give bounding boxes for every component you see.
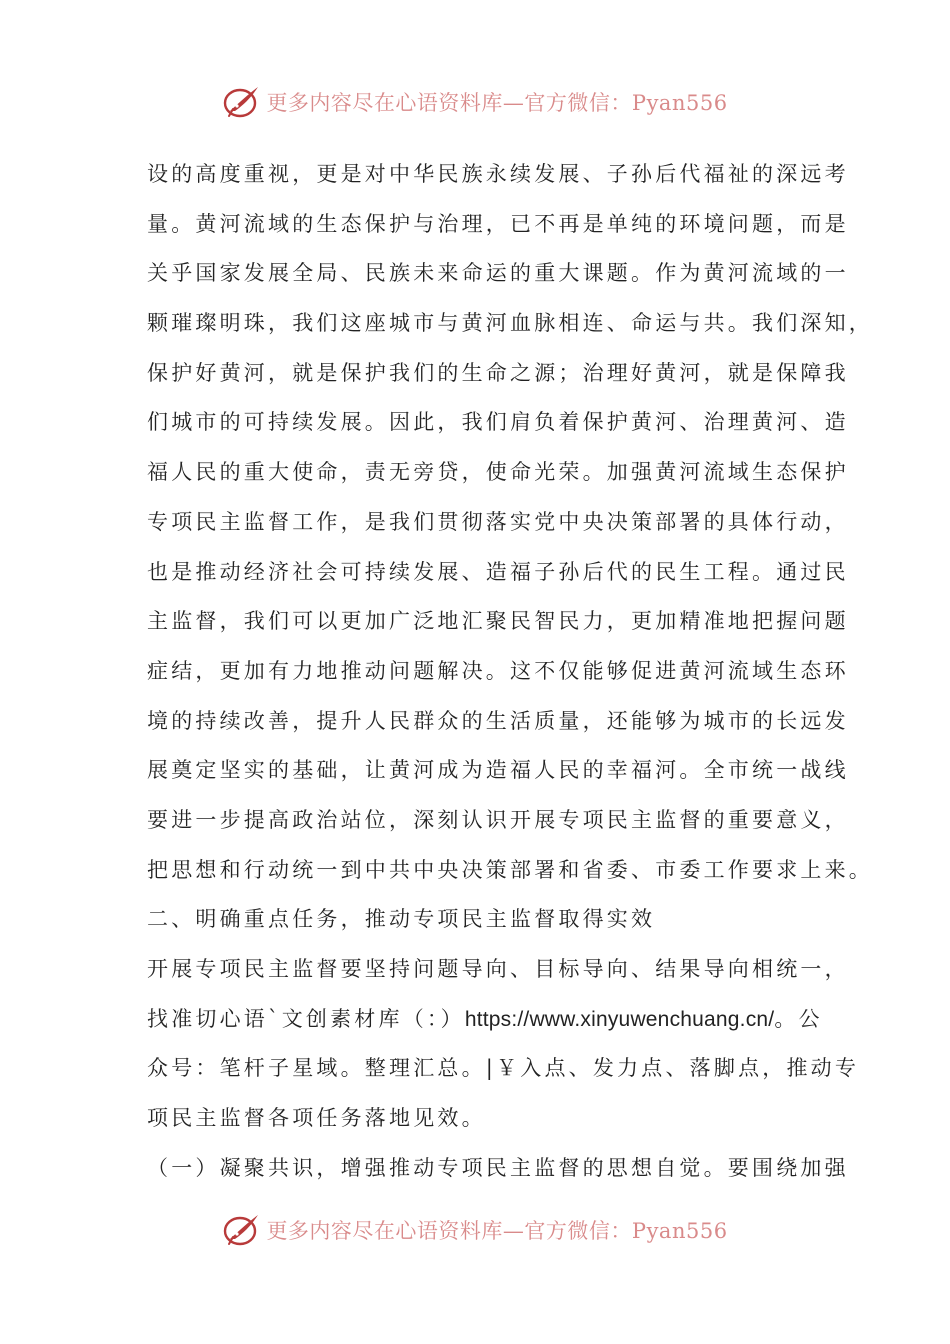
header-watermark-text: 更多内容尽在心语资料库—官方微信：Pyan556 (266, 91, 728, 115)
document-body (147, 150, 873, 1193)
text-line: （一）凝聚共识，增强推动专项民主监督的思想自觉。要围绕加强 (147, 1155, 849, 1180)
text-line: 把思想和行动统一到中共中央决策部署和省委、市委工作要求上来。 (147, 857, 873, 882)
text-line: 设的高度重视，更是对中华民族永续发展、子孙后代福祉的深远考 (147, 162, 849, 186)
website-link[interactable]: https://www.xinyuwenchuang.cn/ (464, 1007, 775, 1031)
text-line: 们城市的可持续发展。因此，我们肩负着保护黄河、治理黄河、造 (147, 410, 849, 435)
text-line: 症结，更加有力地推动问题解决。这不仅能够促进黄河流域生态环 (147, 658, 849, 683)
footer-watermark-text: 更多内容尽在心语资料库—官方微信：Pyan556 (266, 1219, 728, 1243)
text-segment: 找准切心语`文创素材库（：） (147, 1006, 465, 1031)
quill-logo-icon (222, 84, 262, 120)
text-line: 要进一步提高政治站位，深刻认识开展专项民主监督的重要意义， (147, 807, 849, 832)
text-line: 展奠定坚实的基础，让黄河成为造福人民的幸福河。全市统一战线 (147, 758, 849, 783)
text-line: 福人民的重大使命，责无旁贷，使命光荣。加强黄河流域生态保护 (147, 460, 849, 485)
header-watermark-banner (0, 82, 950, 122)
text-line: 境的持续改善，提升人民群众的生活质量，还能够为城市的长远发 (147, 708, 849, 733)
text-line: 众号：笔杆子星域。整理汇总。|￥入点、发力点、落脚点，推动专 (147, 1056, 860, 1081)
text-line: 保护好黄河，就是保护我们的生命之源；治理好黄河，就是保障我 (147, 360, 849, 385)
text-line: 项民主监督各项任务落地见效。 (147, 1106, 486, 1131)
section-heading: 二、明确重点任务，推动专项民主监督取得实效 (147, 907, 656, 932)
text-segment: 。公 (774, 1006, 823, 1031)
text-line: 开展专项民主监督要坚持问题导向、目标导向、结果导向相统一， (147, 957, 849, 981)
text-line: 专项民主监督工作，是我们贯彻落实党中央决策部署的具体行动， (147, 509, 849, 534)
text-line: 量。黄河流域的生态保护与治理，已不再是单纯的环境问题，而是 (147, 211, 849, 236)
text-line: 关乎国家发展全局、民族未来命运的重大课题。作为黄河流域的一 (147, 261, 849, 286)
footer-watermark-banner (0, 1210, 950, 1250)
text-line-with-link (147, 995, 823, 1045)
text-line: 也是推动经济社会可持续发展、造福子孙后代的民生工程。通过民 (147, 559, 849, 584)
text-line: 主监督，我们可以更加广泛地汇聚民智民力，更加精准地把握问题 (147, 609, 849, 634)
text-line: 颗璀璨明珠，我们这座城市与黄河血脉相连、命运与共。我们深知， (147, 311, 873, 336)
quill-logo-icon (222, 1212, 262, 1248)
